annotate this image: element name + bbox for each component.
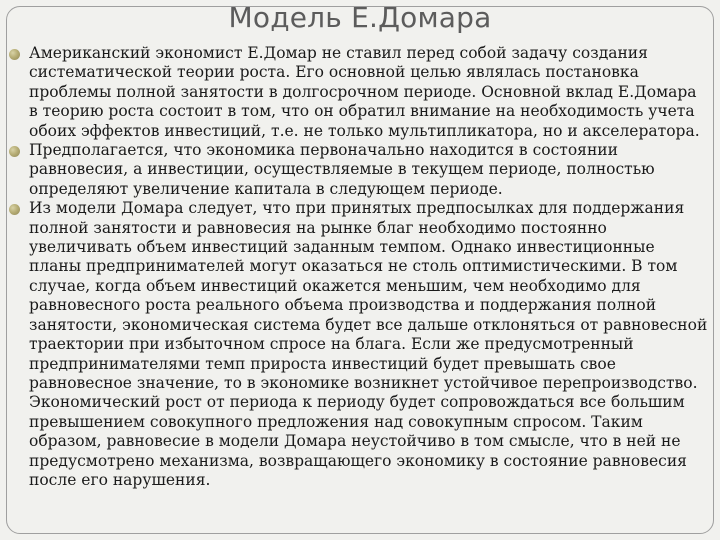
bullet-text: Из модели Домара следует, что при принятых предпосылках для поддержания полной занятости и равновесия на рынке благ необходимо постоянно увеличивать объем инвестиций заданным темпом. Однако инвестиционные планы предпринимателей могут оказаться не столь оптимистическими. В том случае, когда объем инвестиций окажется меньшим, чем необходимо для равновесного роста реального объема производства и поддержания полной занятости, экономическая система будет все дальше отклоняться от равновесной траектории при избыточном спросе на блага. Если же предусмотренный предпринимателями темп прироста инвестиций будет превышать свое равновесное значение, то в экономике возникнет устойчивое перепроизводство. Экономический рост от периода к периоду будет сопровождаться все большим превышением совокупного предложения над совокупным спросом. Таким образом, равновесие в модели Домара неустойчиво в том смысле, что в ней не предусмотрено механизма, возвращающего экономику в состояние равновесия после его нарушения. (29, 199, 708, 489)
slide-title: Модель Е.Домара (228, 1, 492, 34)
bullet-item-2 (8, 141, 708, 199)
bullet-item-1 (8, 44, 708, 141)
bullet-text: Американский экономист Е.Домар не ставил перед собой задачу создания систематической теории роста. Его основной целью являлась постановка проблемы полной занятости в долгосрочном периоде. Основной вклад Е.Домара в теорию роста состоит в том, что он обратил внимание на необходимость учета обоих эффектов инвестиций, т.е. не только мультипликатора, но и акселератора. (29, 44, 700, 140)
round-bullet-icon (9, 204, 20, 215)
round-bullet-icon (9, 146, 20, 157)
bullet-item-3 (8, 199, 708, 490)
bullet-list (8, 44, 708, 490)
round-bullet-icon (9, 49, 20, 60)
bullet-text: Предполагается, что экономика первоначально находится в состоянии равновесия, а инвестиции, осуществляемые в текущем периоде, полностью определяют увеличение капитала в следующем периоде. (29, 141, 655, 198)
